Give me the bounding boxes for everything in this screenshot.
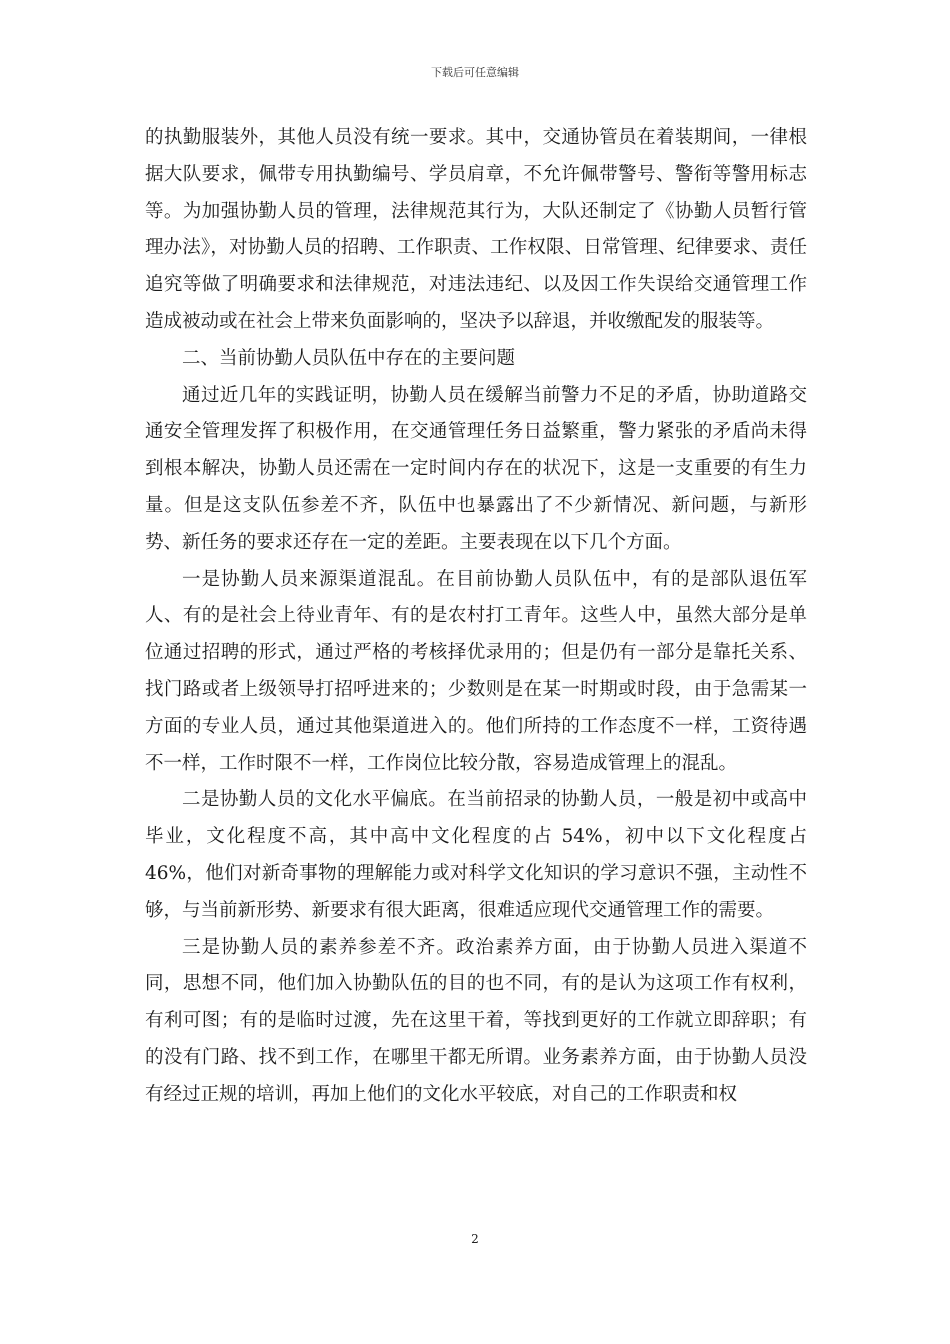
document-body [145, 120, 807, 1114]
paragraph-continuation: 的执勤服装外，其他人员没有统一要求。其中，交通协管员在着装期间，一律根据大队要求，佩带专用执勤编号、学员肩章，不允许佩带警号、警衔等警用标志等。为加强协勤人员的管理，法律规范其行为，大队还制定了《协勤人员暂行管理办法》，对协勤人员的招聘、工作职责、工作权限、日常管理、纪律要求、责任追究等做了明确要求和法律规范，对违法违纪、以及因工作失误给交通管理工作造成被动或在社会上带来负面影响的，坚决予以辞退，并收缴配发的服装等。 [145, 127, 807, 332]
paragraph-intro: 通过近几年的实践证明，协勤人员在缓解当前警力不足的矛盾，协助道路交通安全管理发挥了积极作用，在交通管理任务日益繁重，警力紧张的矛盾尚未得到根本解决，协勤人员还需在一定时间内存在的状况下，这是一支重要的有生力量。但是这支队伍参差不齐，队伍中也暴露出了不少新情况、新问题，与新形势、新任务的要求还存在一定的差距。主要表现在以下几个方面。 [145, 384, 807, 553]
page-number: 2 [471, 1232, 479, 1246]
page-header: 下载后可任意编辑 [431, 66, 519, 79]
paragraph-point-two: 二是协勤人员的文化水平偏底。在当前招录的协勤人员，一般是初中或高中毕业，文化程度不高，其中高中文化程度的占 54%，初中以下文化程度占 46%，他们对新奇事物的理解能力或对科学文化知识的学习意识不强，主动性不够，与当前新形势、新要求有很大距离，很难适应现代交通管理工作的需要。 [145, 789, 807, 921]
paragraph-point-three: 三是协勤人员的素养参差不齐。政治素养方面，由于协勤人员进入渠道不同，思想不同，他们加入协勤队伍的目的也不同，有的是认为这项工作有权利，有利可图；有的是临时过渡，先在这里干着，等找到更好的工作就立即辞职；有的没有门路、找不到工作，在哪里干都无所谓。业务素养方面，由于协勤人员没有经过正规的培训，再加上他们的文化水平较底，对自己的工作职责和权 [145, 936, 807, 1105]
section-heading: 二、当前协勤人员队伍中存在的主要问题 [182, 347, 516, 369]
paragraph-point-one: 一是协勤人员来源渠道混乱。在目前协勤人员队伍中，有的是部队退伍军人、有的是社会上待业青年、有的是农村打工青年。这些人中，虽然大部分是单位通过招聘的形式，通过严格的考核择优录用的；但是仍有一部分是靠托关系、找门路或者上级领导打招呼进来的；少数则是在某一时期或时段，由于急需某一方面的专业人员，通过其他渠道进入的。他们所持的工作态度不一样，工资待遇不一样，工作时限不一样，工作岗位比较分散，容易造成管理上的混乱。 [145, 568, 807, 774]
